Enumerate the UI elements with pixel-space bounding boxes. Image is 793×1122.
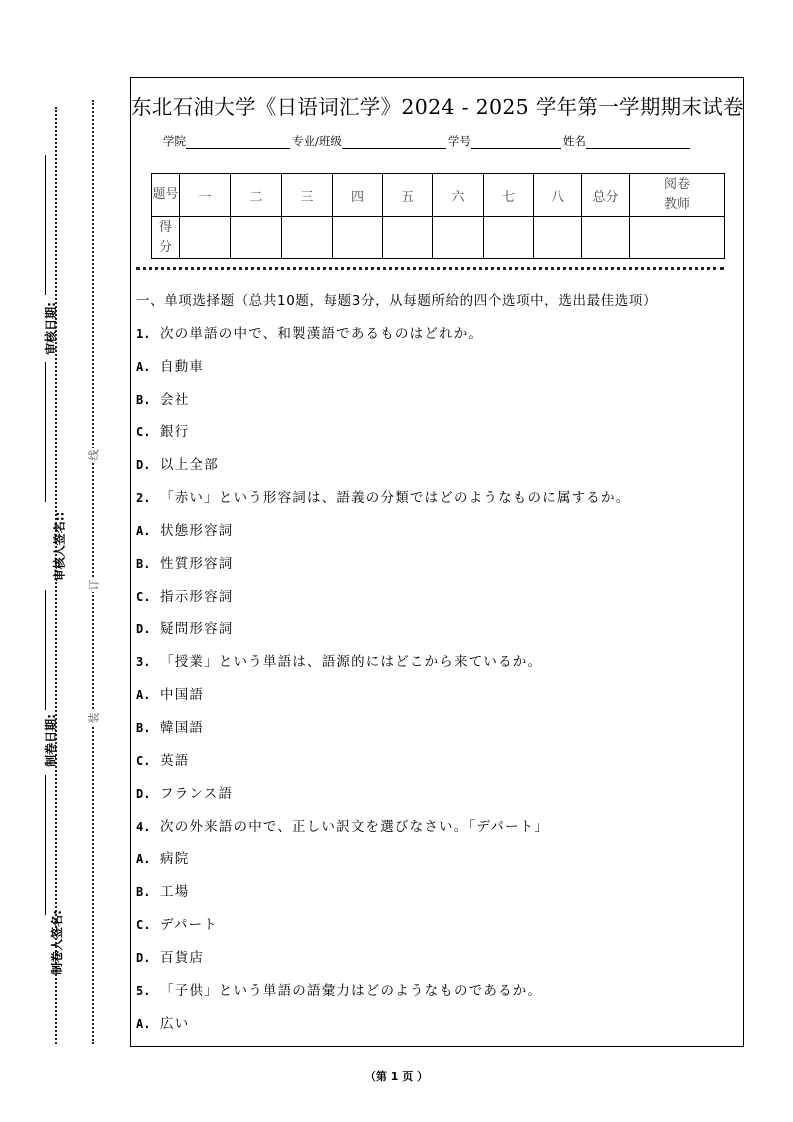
binding-dotted-line-outer: [92, 100, 94, 1044]
option-3b[interactable]: B. 韓国語: [136, 719, 205, 736]
question-4: [136, 817, 738, 850]
option-1a[interactable]: A. 自動車: [136, 358, 205, 375]
score-cell-4[interactable]: [333, 217, 383, 259]
student-id-field[interactable]: [471, 136, 561, 149]
option-3c[interactable]: C. 英語: [136, 752, 190, 769]
signature-line-maker-date-bottom: [45, 775, 46, 915]
exam-title: 东北石油大学《日语词汇学》2024 - 2025 学年第一学期期末试卷: [131, 95, 744, 119]
option-4b[interactable]: B. 工場: [136, 884, 190, 901]
option-5a[interactable]: A. 広い: [136, 1015, 190, 1032]
option-2d[interactable]: D. 疑問形容詞: [136, 621, 234, 638]
signature-line-review-date-top: [45, 155, 46, 295]
question-section: [136, 291, 738, 1046]
col-header-total: 总分: [582, 174, 630, 217]
major-class-field[interactable]: [342, 136, 446, 149]
reviewer-signature-label: 审核人签名::: [52, 511, 67, 582]
score-cell-1[interactable]: [180, 217, 231, 259]
option-4d[interactable]: D. 百貨店: [136, 949, 205, 966]
question-2: [136, 488, 738, 521]
binding-char-line: 线: [87, 449, 100, 461]
college-label: 学院: [163, 134, 186, 148]
binding-char-bind: 订: [87, 579, 100, 591]
question-text: 「赤い」という形容詞は、語義の分類ではどのようなものに属するか。: [160, 490, 631, 507]
student-id-label: 学号: [447, 134, 471, 148]
option-1b[interactable]: B. 会社: [136, 391, 190, 408]
signature-line-reviewer-bottom: [45, 590, 46, 710]
score-cell-6[interactable]: [433, 217, 484, 259]
maker-date-label: 制卷日期:: [43, 714, 58, 767]
option-1c[interactable]: C. 銀行: [136, 424, 190, 441]
col-header-8: 八: [534, 174, 582, 217]
option-2a[interactable]: A. 状態形容詞: [136, 522, 234, 539]
option-3d[interactable]: D. フランス語: [136, 785, 234, 802]
score-cell-7[interactable]: [484, 217, 534, 259]
question-text: 「授業」という単語は、語源的にはどこから来ているか。: [160, 654, 543, 671]
page-number: （第 1 页 ）: [364, 1070, 429, 1083]
col-header-7: 七: [484, 174, 534, 217]
col-header-4: 四: [333, 174, 383, 217]
score-cell-grader[interactable]: [630, 217, 725, 259]
student-info-row: [163, 133, 692, 149]
section-heading: 一、单项选择题（总共10题，每题3分，从每题所给的四个选项中，选出最佳选项）: [136, 293, 658, 309]
question-number: 3.: [136, 655, 151, 670]
question-5: [136, 981, 738, 1014]
option-2b[interactable]: B. 性質形容詞: [136, 555, 234, 572]
option-1d[interactable]: D. 以上全部: [136, 457, 219, 474]
col-header-6: 六: [433, 174, 484, 217]
score-table-score-row: [152, 217, 725, 259]
question-1: [136, 324, 738, 357]
col-header-1: 一: [180, 174, 231, 217]
col-header-2: 二: [231, 174, 282, 217]
question-number: 2.: [136, 491, 151, 506]
question-number: 4.: [136, 819, 151, 834]
score-cell-total[interactable]: [582, 217, 630, 259]
score-cell-2[interactable]: [231, 217, 282, 259]
binding-char-mount: 装: [87, 712, 100, 724]
question-number: 5.: [136, 983, 151, 998]
score-cell-5[interactable]: [383, 217, 433, 259]
col-header-grader: 阅卷教师: [630, 174, 725, 217]
review-date-label: 审核日期:: [43, 302, 58, 355]
question-text: 次の単語の中で、和製漢語であるものはどれか。: [160, 325, 484, 342]
option-4a[interactable]: A. 病院: [136, 851, 190, 868]
name-field[interactable]: [586, 136, 690, 149]
question-text: 「子供」という単語の語彙力はどのようなものであるか。: [160, 982, 543, 999]
exam-paper-frame: [130, 77, 744, 1047]
maker-signature-label: 制卷人签名:: [49, 910, 64, 975]
score-cell-8[interactable]: [534, 217, 582, 259]
option-4c[interactable]: C. デパート: [136, 917, 218, 934]
question-number: 1.: [136, 326, 151, 341]
college-field[interactable]: [186, 136, 290, 149]
name-label: 姓名: [562, 134, 586, 148]
score-table-header-row: [152, 174, 725, 217]
question-number-header: 题号: [152, 174, 180, 217]
signature-line-review-date-bottom: [45, 362, 46, 502]
score-table: [151, 173, 725, 259]
score-cell-3[interactable]: [282, 217, 333, 259]
major-class-label: 专业/班级: [292, 134, 342, 148]
option-2c[interactable]: C. 指示形容詞: [136, 588, 234, 605]
col-header-5: 五: [383, 174, 433, 217]
question-text: 次の外来語の中で、正しい訳文を選びなさい。「デパート」: [160, 818, 550, 835]
dotted-separator: [136, 267, 724, 270]
option-3a[interactable]: A. 中国語: [136, 687, 205, 704]
question-3: [136, 652, 738, 685]
col-header-3: 三: [282, 174, 333, 217]
score-row-header: 得分: [152, 217, 180, 259]
